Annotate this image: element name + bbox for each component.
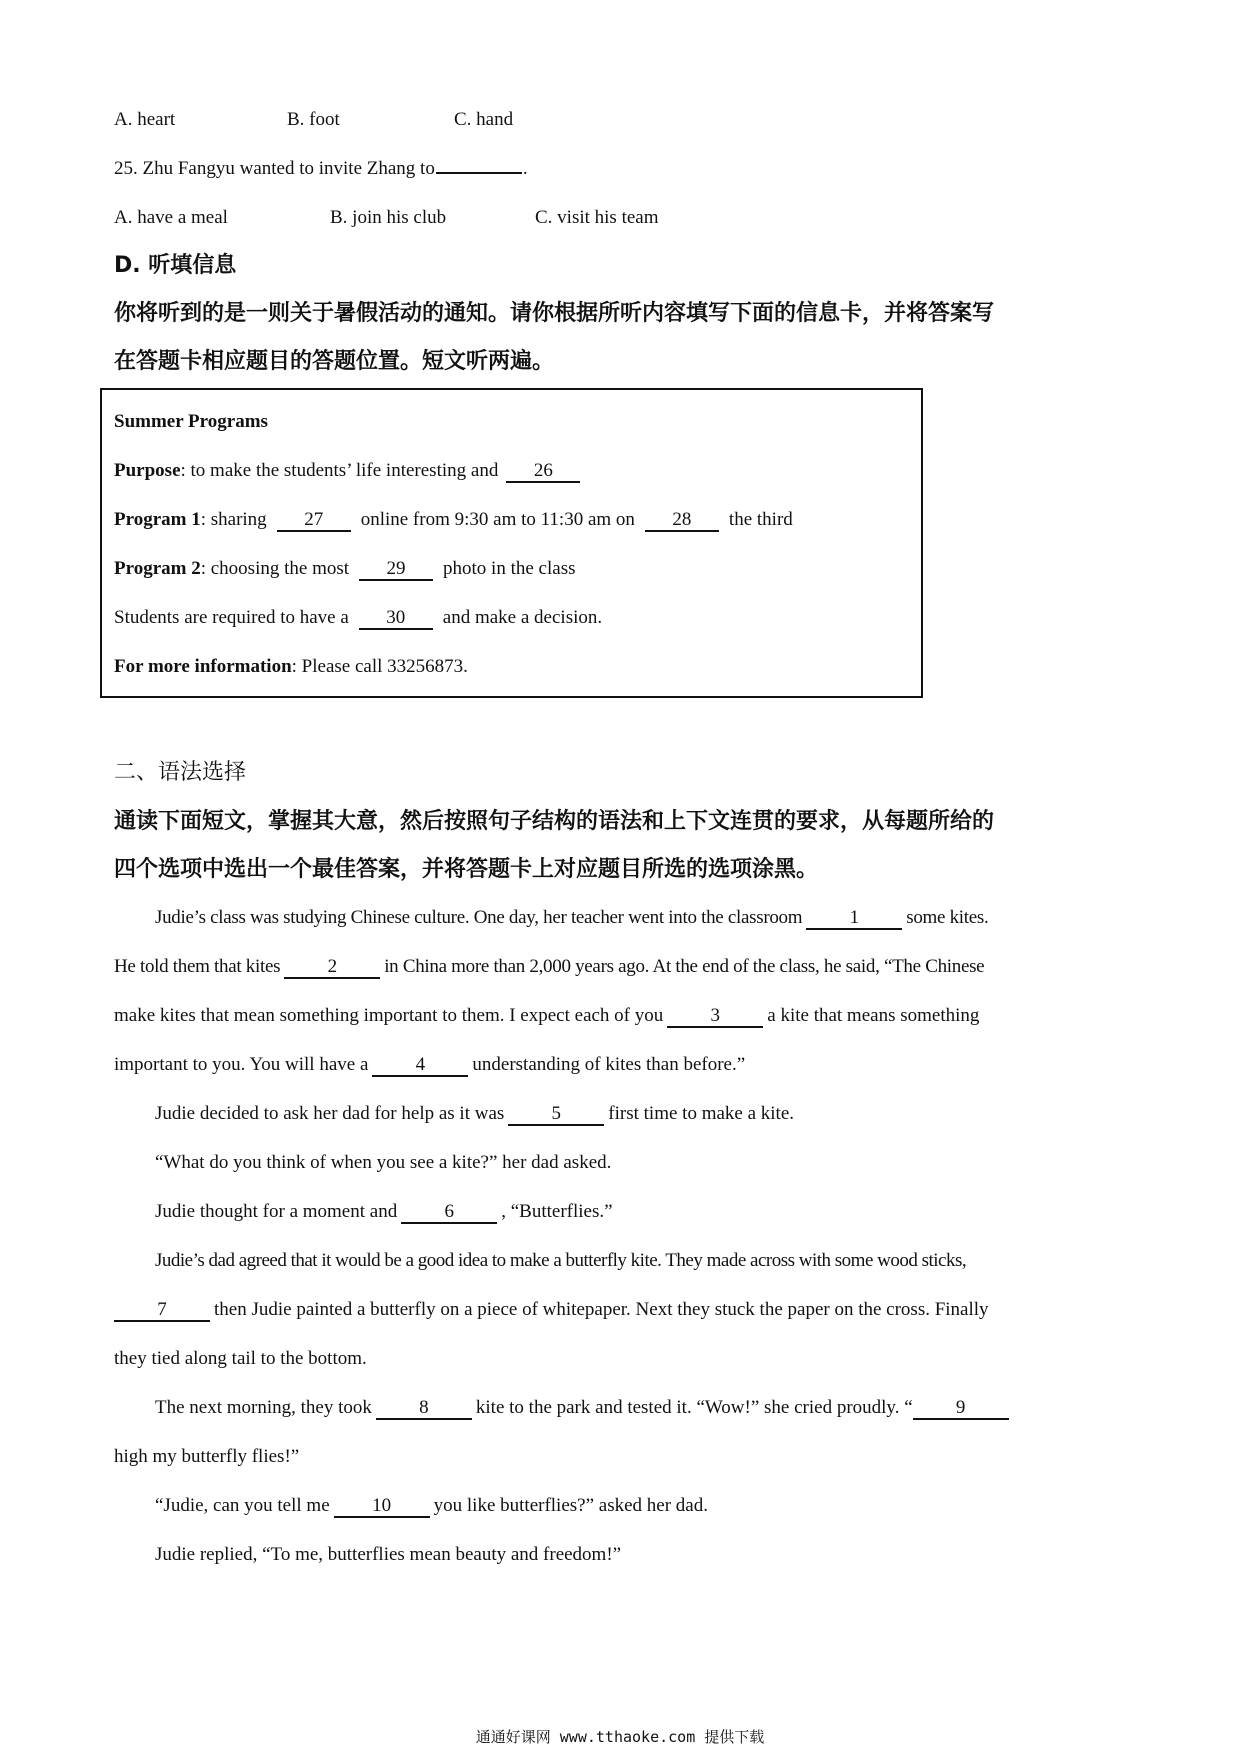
passage-line-7 (155, 1200, 613, 1224)
blank-4: 4 (372, 1055, 468, 1077)
purpose-text: : to make the students’ life interesting and (180, 460, 499, 481)
passage-text: , “Butterflies.” (501, 1201, 613, 1222)
info-card-program-2 (114, 557, 575, 581)
passage-text: He told them that kites (114, 956, 281, 977)
more-info-label: For more information (114, 656, 292, 677)
passage-text: important to you. You will have a (114, 1054, 369, 1075)
passage-line-2 (114, 955, 984, 979)
info-card-purpose (114, 459, 584, 483)
passage-line-8: Judie’s dad agreed that it would be a good idea to make a butterfly kite. They made across with some wood sticks, (155, 1250, 967, 1271)
info-card-program-1 (114, 508, 793, 532)
blank-9: 9 (913, 1398, 1009, 1420)
section-2-heading: 二、语法选择 (114, 760, 247, 785)
passage-line-12: high my butterfly flies!” (114, 1446, 300, 1467)
passage-line-13 (155, 1494, 708, 1518)
blank-10: 10 (334, 1496, 430, 1518)
requirement-text: Students are required to have a (114, 607, 349, 628)
passage-line-6: “What do you think of when you see a kite?” her dad asked. (155, 1152, 612, 1173)
info-card (100, 388, 923, 698)
passage-text: understanding of kites than before.” (472, 1054, 746, 1075)
passage-line-4 (114, 1053, 745, 1077)
purpose-label: Purpose (114, 460, 181, 481)
blank-30: 30 (359, 608, 433, 630)
program-1-label: Program 1 (114, 509, 201, 530)
q24-option-b: B. foot (287, 109, 340, 130)
passage-line-5 (155, 1102, 794, 1126)
passage-line-3 (114, 1004, 979, 1028)
passage-line-11 (155, 1396, 1013, 1420)
blank-26: 26 (506, 461, 580, 483)
passage-line-1 (155, 906, 988, 930)
blank-8: 8 (376, 1398, 472, 1420)
blank-27: 27 (277, 510, 351, 532)
passage-text: kite to the park and tested it. “Wow!” she cried proudly. “ (475, 1397, 913, 1418)
blank-7: 7 (114, 1300, 210, 1322)
q25-end: . (522, 158, 528, 179)
program-2-text: : choosing the most (200, 558, 350, 579)
blank-5: 5 (508, 1104, 604, 1126)
q25-option-c: C. visit his team (535, 207, 659, 228)
passage-text: then Judie painted a butterfly on a piece of whitepaper. Next they stuck the paper on the cross. Finally (214, 1299, 989, 1320)
blank-29: 29 (359, 559, 433, 581)
program-1-mid: online from 9:30 am to 11:30 am on (360, 509, 635, 530)
program-2-label: Program 2 (114, 558, 201, 579)
more-info-text: : Please call 33256873. (291, 656, 468, 677)
program-1-text: : sharing (200, 509, 267, 530)
q24-option-c: C. hand (454, 109, 514, 130)
blank-6: 6 (401, 1202, 497, 1224)
info-card-requirement (114, 606, 602, 630)
passage-text: Judie thought for a moment and (155, 1201, 398, 1222)
requirement-end: and make a decision. (442, 607, 603, 628)
q25-blank (436, 172, 522, 174)
program-1-end: the third (728, 509, 793, 530)
passage-line-9 (114, 1298, 989, 1322)
section-d-heading: D. 听填信息 (114, 253, 237, 278)
passage-text: Judie’s class was studying Chinese culture. One day, her teacher went into the classroom (155, 907, 803, 928)
section-d-instruction-2: 在答题卡相应题目的答题位置。短文听两遍。 (114, 349, 555, 374)
passage-text: make kites that mean something important to them. I expect each of you (114, 1005, 664, 1026)
blank-2: 2 (284, 957, 380, 979)
info-card-title: Summer Programs (114, 411, 268, 432)
q24-option-a: A. heart (114, 109, 176, 130)
info-card-more-info (114, 655, 468, 679)
q25-option-b: B. join his club (330, 207, 447, 228)
program-2-end: photo in the class (443, 558, 576, 579)
passage-line-10: they tied along tail to the bottom. (114, 1348, 367, 1369)
q25-option-a: A. have a meal (114, 207, 228, 228)
section-2-instruction-1: 通读下面短文，掌握其大意，然后按照句子结构的语法和上下文连贯的要求，从每题所给的 (114, 809, 995, 834)
passage-text: “Judie, can you tell me (155, 1495, 330, 1516)
passage-text: you like butterflies?” asked her dad. (433, 1495, 708, 1516)
passage-text: some kites. (906, 907, 989, 928)
passage-text: first time to make a kite. (608, 1103, 795, 1124)
blank-3: 3 (667, 1006, 763, 1028)
passage-text: a kite that means something (767, 1005, 980, 1026)
section-d-instruction-1: 你将听到的是一则关于暑假活动的通知。请你根据所听内容填写下面的信息卡，并将答案写 (114, 301, 995, 326)
blank-28: 28 (645, 510, 719, 532)
passage-text: in China more than 2,000 years ago. At the end of the class, he said, “The Chinese (384, 956, 985, 977)
page-footer: 通通好课网 www.tthaoke.com 提供下载 (475, 1728, 765, 1746)
passage-text: Judie decided to ask her dad for help as it was (155, 1103, 505, 1124)
q25-stem: 25. Zhu Fangyu wanted to invite Zhang to (114, 158, 435, 179)
q25-question (114, 157, 528, 181)
blank-1: 1 (806, 908, 902, 930)
passage-line-14: Judie replied, “To me, butterflies mean beauty and freedom!” (155, 1544, 622, 1565)
passage-text: The next morning, they took (155, 1397, 372, 1418)
section-2-instruction-2: 四个选项中选出一个最佳答案，并将答题卡上对应题目所选的选项涂黑。 (114, 857, 819, 882)
